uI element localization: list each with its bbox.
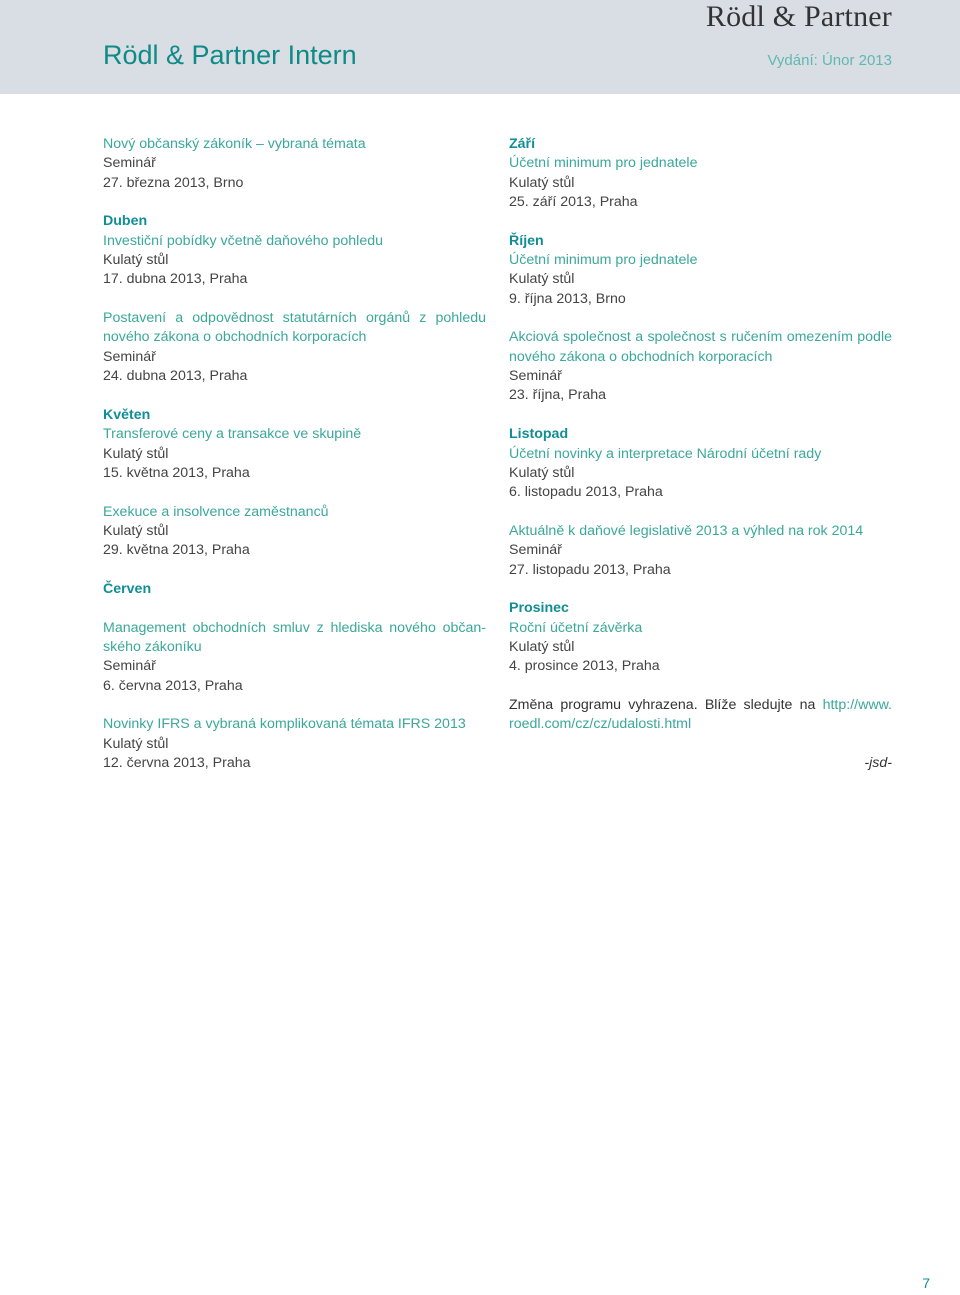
event-title: Účetní minimum pro jednatele (509, 252, 698, 269)
event-title: Aktuálně k daňové legislativě 2013 a výhled na rok 2014 (509, 522, 864, 539)
event-detail: 25. září 2013, Praha (509, 194, 638, 211)
month-heading: Září (509, 136, 536, 152)
event-detail: 4. prosince 2013, Praha (509, 658, 660, 675)
event-detail: 6. listopadu 2013, Praha (509, 484, 663, 501)
event-title: nového zákona o obchodních korporacích (509, 348, 773, 365)
event-detail: Kulatý stůl (103, 445, 169, 462)
event-title: Novinky IFRS a vybraná komplikovaná témata IFRS 2013 (103, 716, 466, 733)
author-signature: -jsd- (864, 755, 892, 771)
company-logo: Rödl & Partner (705, 0, 892, 33)
spacer (103, 483, 486, 502)
event-title: Management obchodních smluv z hlediska nového občan- (103, 619, 486, 636)
month-heading: Prosinec (509, 600, 569, 617)
event-detail: Seminář (103, 348, 156, 365)
event-detail: 27. listopadu 2013, Praha (509, 561, 671, 578)
event-detail: Seminář (509, 542, 562, 559)
event-detail: Kulatý stůl (103, 522, 169, 539)
events-link[interactable]: http://www. (822, 696, 892, 713)
event-detail: 27. března 2013, Brno (103, 174, 244, 191)
spacer (509, 406, 892, 425)
event-title: Postavení a odpovědnost statutárních orgánů z pohledu (103, 310, 486, 327)
event-detail: 6. června 2013, Praha (103, 677, 243, 694)
event-title: Roční účetní závěrka (509, 619, 643, 636)
event-detail: Kulatý stůl (103, 735, 169, 752)
page-number: 7 (922, 1275, 930, 1291)
month-heading: Říjen (509, 232, 544, 249)
spacer (509, 580, 892, 599)
event-detail: Kulatý stůl (509, 174, 575, 191)
event-detail: 15. května 2013, Praha (103, 464, 250, 481)
event-title: Účetní minimum pro jednatele (509, 155, 698, 172)
event-detail: Kulatý stůl (509, 464, 575, 481)
event-title: Investiční pobídky včetně daňového pohledu (103, 232, 384, 249)
events-link-continued[interactable]: roedl.com/cz/cz/udalosti.html (509, 716, 692, 733)
event-detail: 17. dubna 2013, Praha (103, 271, 248, 288)
event-detail: 29. května 2013, Praha (103, 542, 250, 559)
month-heading: Květen (103, 406, 151, 423)
left-column-events (103, 135, 486, 773)
event-detail: 23. října, Praha (509, 387, 607, 404)
spacer (509, 503, 892, 522)
publication-title: Rödl & Partner Intern (103, 40, 357, 70)
event-detail: 9. října 2013, Brno (509, 290, 626, 307)
spacer (103, 599, 486, 618)
spacer (103, 696, 486, 715)
spacer (509, 212, 892, 231)
event-detail: Kulatý stůl (103, 252, 169, 269)
edition-date: Vydání: Únor 2013 (767, 52, 892, 69)
event-title: Exekuce a insolvence zaměstnanců (103, 503, 329, 520)
event-title: ského zákoníku (103, 638, 202, 655)
spacer (509, 309, 892, 328)
event-title: nového zákona o obchodních korporacích (103, 329, 367, 346)
event-detail: Kulatý stůl (509, 271, 575, 288)
spacer (103, 561, 486, 580)
event-detail: 12. června 2013, Praha (103, 755, 251, 771)
month-heading: Červen (103, 580, 152, 597)
event-detail: Seminář (103, 155, 156, 172)
program-change-note: Změna programu vyhrazena. Blíže sledujte na http://www. (509, 696, 892, 713)
month-heading: Duben (103, 213, 148, 230)
event-detail: Seminář (103, 658, 156, 675)
event-title: Účetní novinky a interpretace Národní účetní rady (509, 445, 822, 462)
right-column-events (509, 135, 892, 735)
event-detail: Seminář (509, 368, 562, 385)
event-title: Transferové ceny a transakce ve skupině (103, 426, 362, 443)
event-title: Nový občanský zákoník – vybraná témata (103, 136, 366, 152)
event-title: Akciová společnost a společnost s ručením omezením podle (509, 329, 892, 346)
spacer (103, 290, 486, 309)
event-detail: 24. dubna 2013, Praha (103, 368, 248, 385)
page-header (0, 0, 960, 94)
event-detail: Kulatý stůl (509, 638, 575, 655)
spacer (103, 193, 486, 212)
month-heading: Listopad (509, 426, 569, 443)
spacer (103, 386, 486, 405)
